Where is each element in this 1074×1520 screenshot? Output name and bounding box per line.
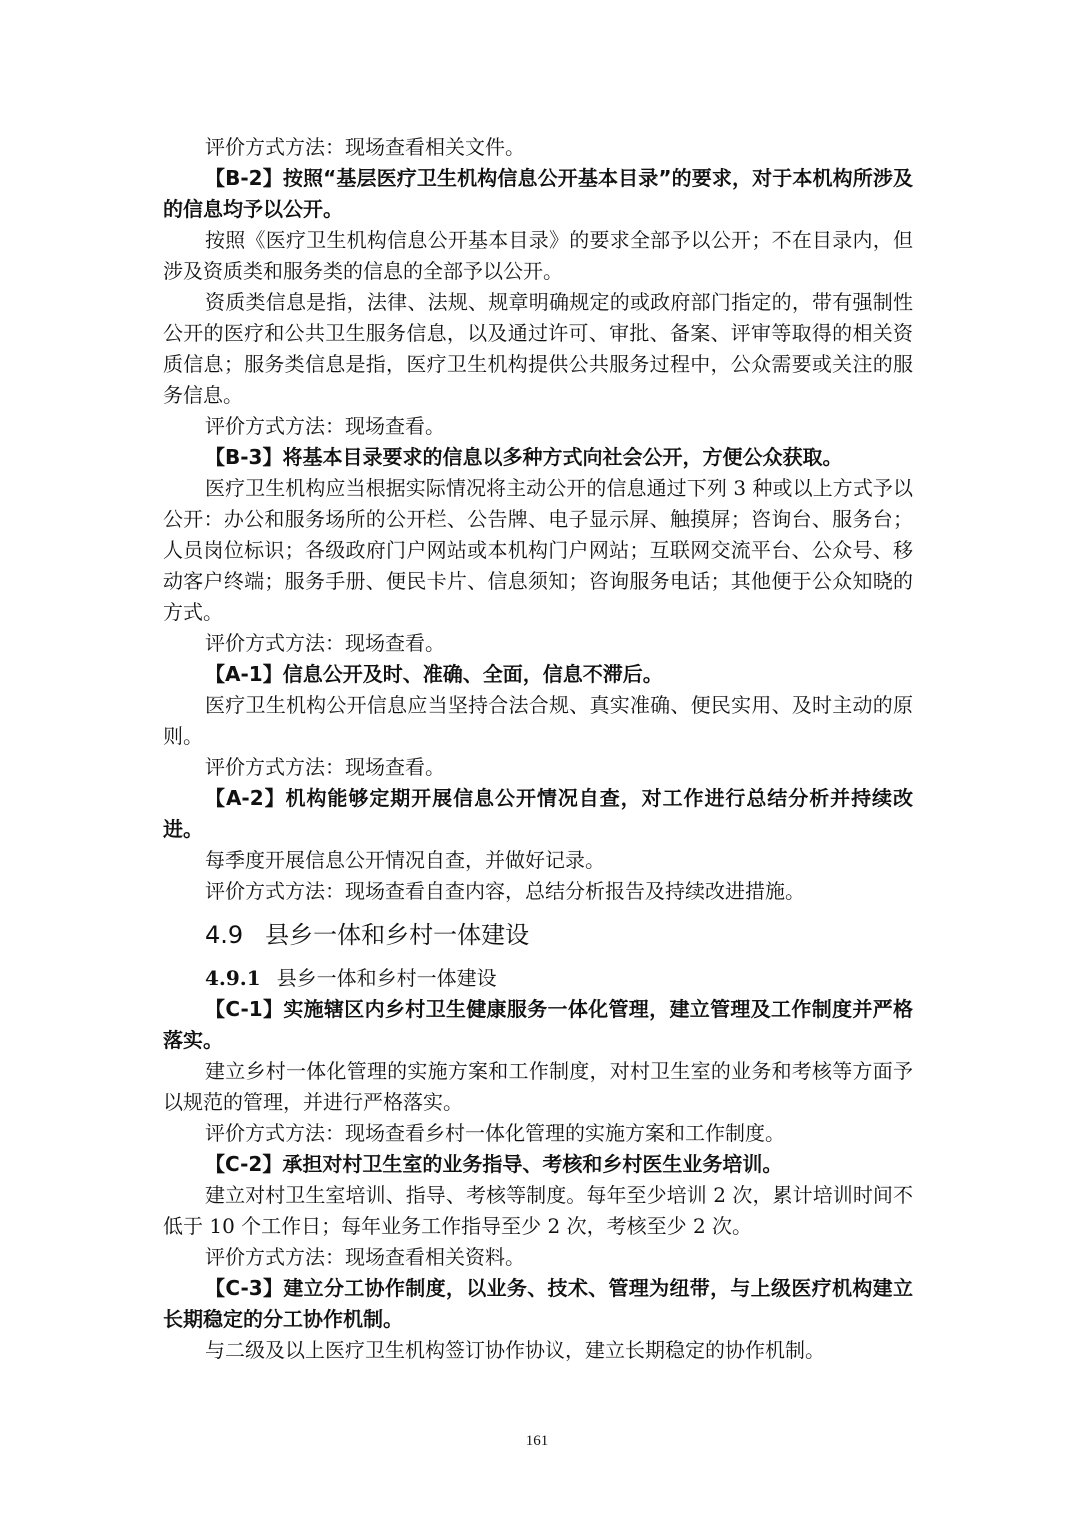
paragraph: 评价方式方法：现场查看。 — [205, 414, 445, 438]
section-title: 县乡一体和乡村一体建设 — [265, 921, 530, 949]
paragraph: 评价方式方法：现场查看乡村一体化管理的实施方案和工作制度。 — [205, 1121, 785, 1145]
subsection-title: 县乡一体和乡村一体建设 — [276, 966, 497, 990]
paragraph: 每季度开展信息公开情况自查，并做好记录。 — [205, 848, 605, 872]
paragraph: 资质类信息是指，法律、法规、规章明确规定的或政府部门指定的，带有强制性公开的医疗和公共卫生服务信息，以及通过许可、审批、备案、评审等取得的相关资质信息；服务类信息是指，医疗卫生机构提供公共服务过程中，公众需要或关注的服务信息。 — [163, 290, 913, 407]
paragraph: 医疗卫生机构公开信息应当坚持合法合规、真实准确、便民实用、及时主动的原则。 — [163, 693, 913, 748]
paragraph: 医疗卫生机构应当根据实际情况将主动公开的信息通过下列 3 种或以上方式予以公开：办公和服务场所的公开栏、公告牌、电子显示屏、触摸屏；咨询台、服务台；人员岗位标识；各级政府门户网站或本机构门户网站；互联网交流平台、公众号、移动客户终端；服务手册、便民卡片、信息须知；咨询服务电话；其他便于公众知晓的方式。 — [163, 476, 913, 624]
criterion-heading: 【A-1】信息公开及时、准确、全面，信息不滞后。 — [205, 662, 663, 686]
paragraph: 评价方式方法：现场查看相关资料。 — [205, 1245, 525, 1269]
paragraph: 评价方式方法：现场查看自查内容，总结分析报告及持续改进措施。 — [205, 879, 805, 903]
document-page — [163, 132, 913, 1366]
subsection-heading — [205, 963, 913, 994]
paragraph: 评价方式方法：现场查看相关文件。 — [205, 135, 525, 159]
paragraph: 按照《医疗卫生机构信息公开基本目录》的要求全部予以公开；不在目录内，但涉及资质类和服务类的信息的全部予以公开。 — [163, 228, 913, 283]
criterion-heading: 【C-3】建立分工协作制度，以业务、技术、管理为纽带，与上级医疗机构建立长期稳定的分工协作机制。 — [163, 1276, 913, 1331]
paragraph: 评价方式方法：现场查看。 — [205, 755, 445, 779]
criterion-heading: 【B-2】按照“基层医疗卫生机构信息公开基本目录”的要求，对于本机构所涉及的信息均予以公开。 — [163, 166, 913, 221]
section-number: 4.9 — [205, 921, 244, 949]
section-heading — [205, 917, 913, 953]
page-number: 161 — [525, 1433, 549, 1449]
criterion-heading: 【C-2】承担对村卫生室的业务指导、考核和乡村医生业务培训。 — [205, 1152, 783, 1176]
paragraph: 评价方式方法：现场查看。 — [205, 631, 445, 655]
paragraph: 建立乡村一体化管理的实施方案和工作制度，对村卫生室的业务和考核等方面予以规范的管理，并进行严格落实。 — [163, 1059, 913, 1114]
paragraph: 与二级及以上医疗卫生机构签订协作协议，建立长期稳定的协作机制。 — [205, 1338, 825, 1362]
subsection-number: 4.9.1 — [205, 966, 261, 990]
criterion-heading: 【B-3】将基本目录要求的信息以多种方式向社会公开，方便公众获取。 — [205, 445, 843, 469]
paragraph: 建立对村卫生室培训、指导、考核等制度。每年至少培训 2 次，累计培训时间不低于 10 个工作日；每年业务工作指导至少 2 次，考核至少 2 次。 — [163, 1183, 913, 1238]
criterion-heading: 【C-1】实施辖区内乡村卫生健康服务一体化管理，建立管理及工作制度并严格落实。 — [163, 997, 913, 1052]
criterion-heading: 【A-2】机构能够定期开展信息公开情况自查，对工作进行总结分析并持续改进。 — [163, 786, 913, 841]
